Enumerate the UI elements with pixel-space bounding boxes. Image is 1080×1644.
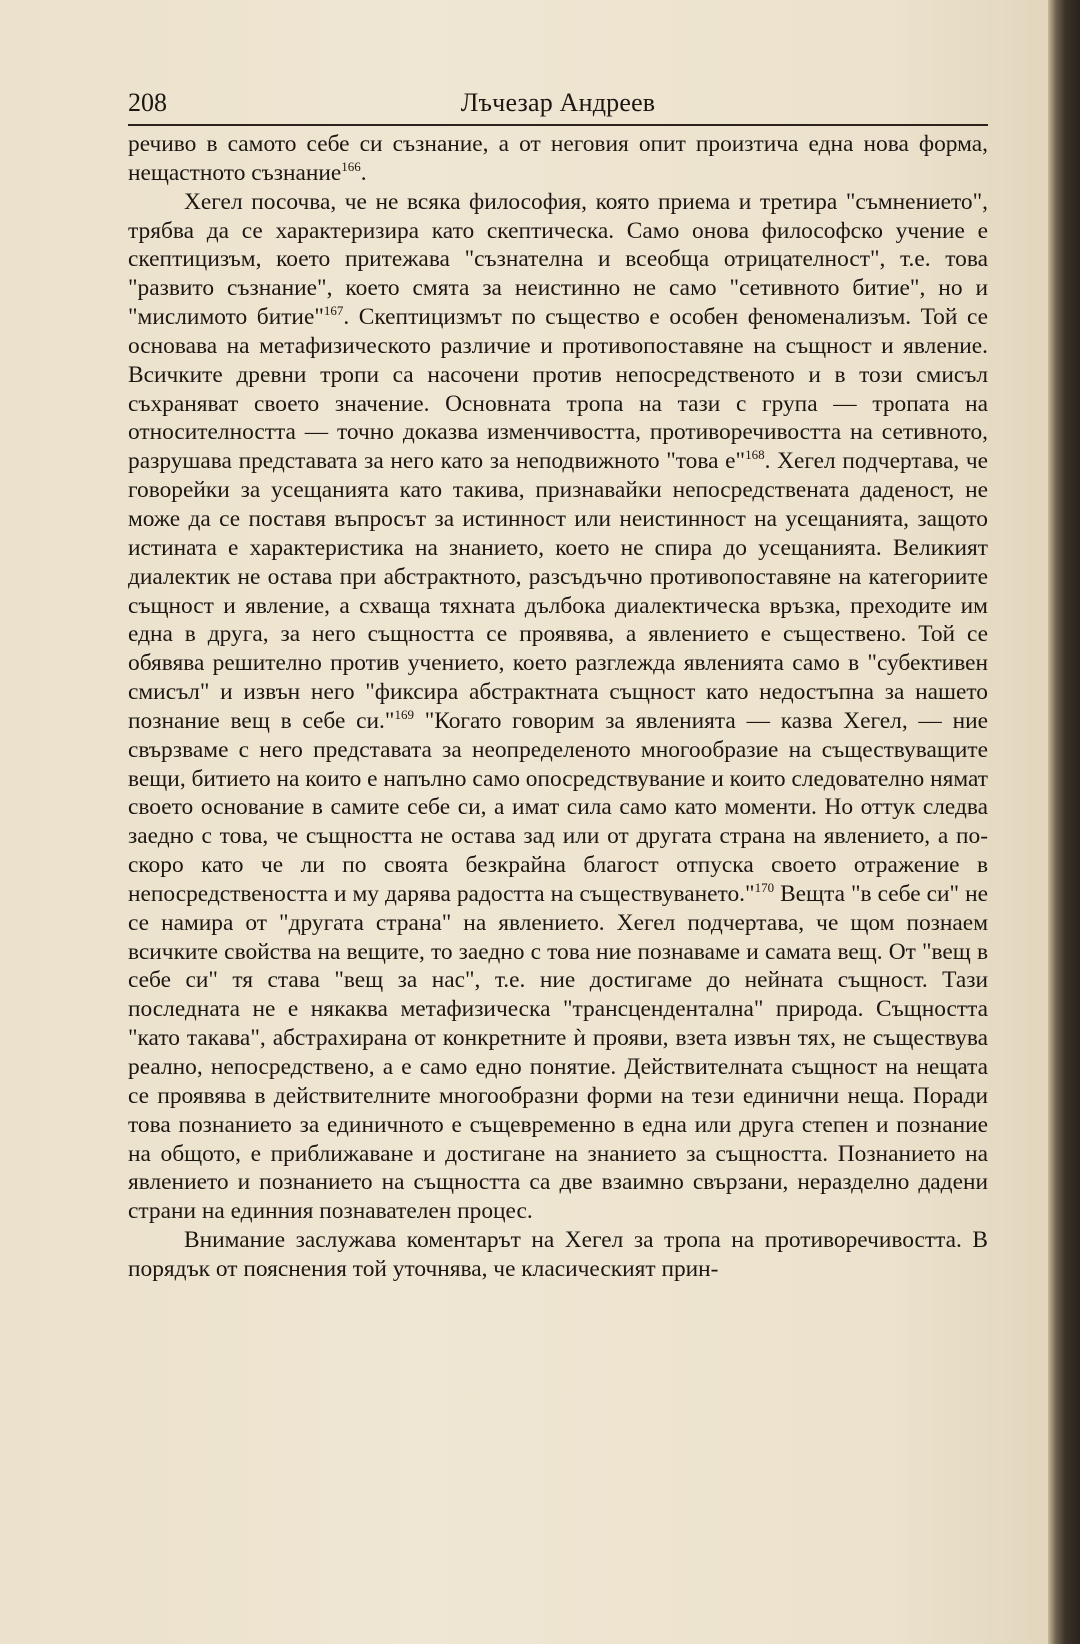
paragraph-text: . Хегел подчертава, че говорейки за усещанията като такива, признавайки непосредствената даденост, не може да се поставя въпросът за истинност или неистинност на усещанията, защото истината е характеристика на знанието, което не спира до усещанията. Великият диалектик не остава при абстрактното, разсъдъчно противопоставяне на категориите същност и явление, а схваща тяхната дълбока диалектическа връзка, преходите им една в друга, за него същността се проявява, а явлението е съществено. Той се обявява решително против учението, което разглежда явленията само в "субективен смисъл" и извън него "фиксира абстрактната същност като недостъпна за нашето познание вещ в себе си." [128,448,988,734]
body-text [128,130,988,1284]
running-head: Лъчезар Андреев [460,88,656,117]
page-number: 208 [128,88,167,117]
paragraph-text: речиво в самото себе си съзнание, а от неговия опит произтича една нова форма, нещастното съзнание [128,131,988,186]
paragraph-2 [128,188,988,1226]
paragraph-text: Хегел посочва, че не всяка философия, която приема и третира "съмнението", трябва да се характеризира като скептическа. Само онова философско учение е скептицизъм, което притежава "съзнателна и всеобща отрицателност", т.е. това "развито съзнание", което смята за неистинно не само "сетивното битие", но и "мислимото битие" [128,188,988,331]
footnote-ref: 166 [341,159,361,175]
footnote-ref: 170 [754,880,775,896]
footnote-ref: 168 [745,447,765,463]
paragraph-text: Внимание заслужава коментарът на Хегел за тропа на противоречивостта. В порядък от пояснения той уточнява, че класическият прин- [128,1227,988,1282]
book-spine-edge [1048,0,1080,1644]
paragraph-text: Вещта "в себе си" не се намира от "другата страна" на явлението. Хегел подчертава, че щом познаем всичките свойства на вещите, то заедно с това ние познаваме и самата вещ. От "вещ в себе си" тя става "вещ за нас", т.е. ние достигаме до нейната същност. Тази последната не е някаква метафизическа "трансцендентална" природа. Същността "като такава", абстрахирана от конкретните ѝ прояви, взета извън тях, не съществува реално, непосредствено, а е само едно понятие. Действителната същност на нещата се проявява в действителните многообразни форми на тези единични неща. Поради това познанието за единичното е същевременно в една или друга степен и познание на общото, е приближаване и достигане на знанието за същността. Познанието на явлението и познанието на същността са две взаимно свързани, неразделно дадени страни на единния познавателен процес. [128,880,988,1225]
paragraph-3 [128,1226,988,1284]
paragraph-1 [128,130,988,188]
footnote-ref: 169 [394,707,414,723]
header-rule [128,124,988,126]
footnote-ref: 167 [323,303,344,319]
paragraph-text: . [360,159,367,186]
paragraph-text: . Скептицизмът по същество е особен феноменализъм. Той се основава на метафизическото различие и противопоставяне на същност и явление. Всичките древни тропи са насочени против непосредственото и в този смисъл съхраняват своето значение. Основната тропа на тази с група — тропата на относителността — точно доказва изменчивостта, противоречивостта на сетивното, разрушава представата за него като за неподвижното "това е" [128,304,988,475]
paragraph-text: "Когато говорим за явленията — казва Хегел, — ние свързваме с него представата за неопределеното многообразие на съществуващите вещи, битието на които е напълно само опосредствувание и които следователно нямат своето основание в самите себе си, а имат сила само като моменти. Но оттук следва заедно с това, че същността не остава зад или от другата страна на явлението, а по-скоро като че ли по своята безкрайна благост отпуска своето отражение в непосредствеността и му дарява радостта на съществуването." [128,707,988,907]
page-header [128,86,988,120]
